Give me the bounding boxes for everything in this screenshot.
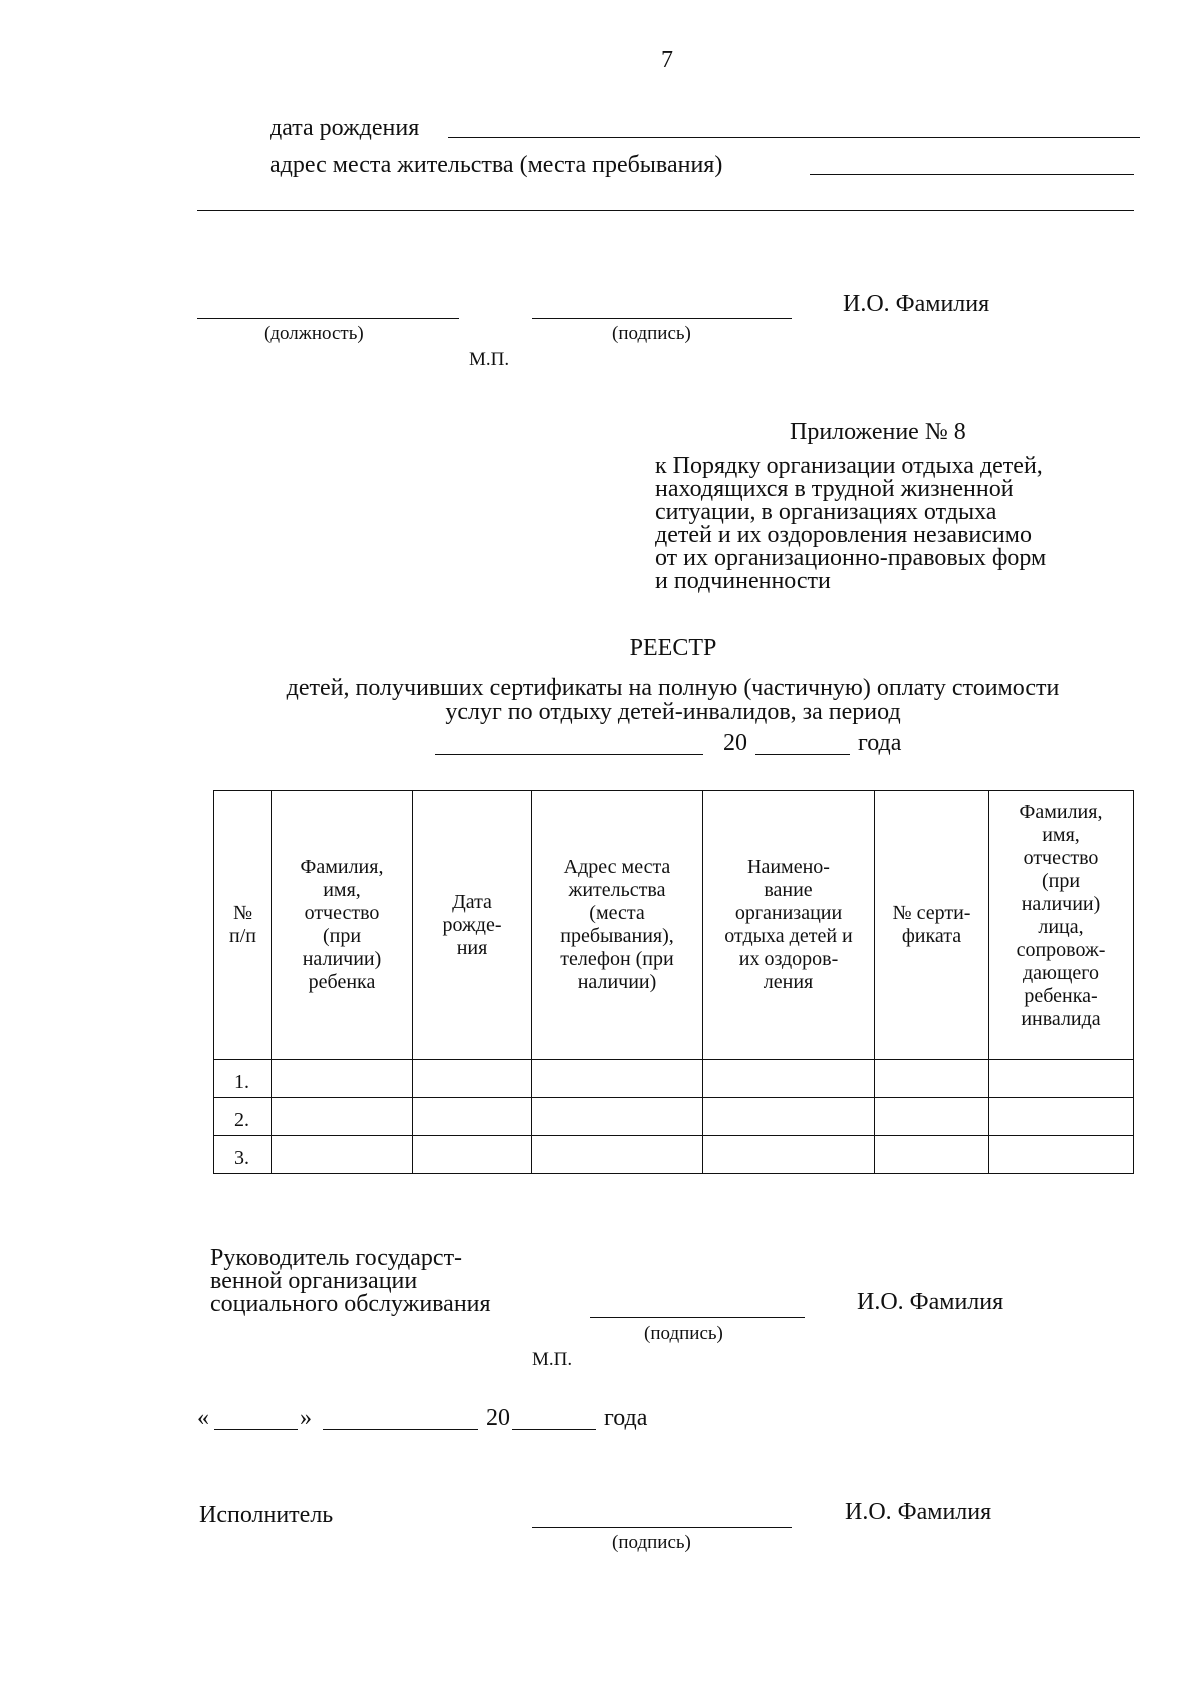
table-cell[interactable]	[989, 1060, 1134, 1098]
executor-name: И.О. Фамилия	[845, 1499, 992, 1525]
table-cell[interactable]	[703, 1136, 875, 1174]
executor-label: Исполнитель	[199, 1502, 334, 1528]
table-cell[interactable]	[875, 1098, 989, 1136]
appendix-body: к Порядку организации отдыха детей, находящихся в трудной жизненной ситуации, в организациях отдыха детей и их оздоровления независимо от их организационно-правовых форм и подчиненности	[655, 453, 1047, 594]
row-number: 2.	[214, 1098, 272, 1136]
table-cell[interactable]	[703, 1098, 875, 1136]
executor-signature-field[interactable]	[532, 1527, 792, 1528]
period-year-prefix: 20	[723, 730, 747, 756]
address-field[interactable]	[810, 174, 1134, 175]
header-cell-address: Адрес места жительства (места пребывания), телефон (при наличии)	[532, 791, 703, 1060]
period-year-field[interactable]	[755, 754, 850, 755]
table-cell[interactable]	[413, 1098, 532, 1136]
position-field[interactable]	[197, 318, 459, 319]
table-cell[interactable]	[875, 1136, 989, 1174]
date-year-suffix: года	[604, 1405, 648, 1431]
position-caption: (должность)	[264, 323, 364, 344]
stamp-mark: М.П.	[469, 349, 510, 370]
header-cell-number: № п/п	[214, 791, 272, 1060]
date-year-field[interactable]	[512, 1429, 596, 1430]
executor-signature-caption: (подпись)	[612, 1532, 691, 1553]
head-signature-caption: (подпись)	[644, 1323, 723, 1344]
appendix-title: Приложение № 8	[790, 419, 966, 445]
table-cell[interactable]	[272, 1098, 413, 1136]
registry-subtitle-line2: услуг по отдыху детей-инвалидов, за период	[445, 699, 901, 725]
table-row	[214, 1098, 1134, 1136]
date-close-quote: »	[300, 1405, 312, 1431]
header-cell-child-name: Фамилия, имя, отчество (при наличии) ребенка	[272, 791, 413, 1060]
table-cell[interactable]	[532, 1098, 703, 1136]
table-cell[interactable]	[703, 1060, 875, 1098]
table-cell[interactable]	[532, 1060, 703, 1098]
registry-subtitle-line1: детей, получивших сертификаты на полную (частичную) оплату стоимости	[286, 675, 1060, 701]
address-label: адрес места жительства (места пребывания)	[270, 152, 723, 178]
table-cell[interactable]	[875, 1060, 989, 1098]
header-cell-companion-name: Фамилия, имя, отчество (при наличии) лица, сопровож- дающего ребенка- инвалида	[989, 791, 1134, 1060]
signature-caption: (подпись)	[612, 323, 691, 344]
signature-field[interactable]	[532, 318, 792, 319]
header-cell-organization: Наимено- вание организации отдыха детей и их оздоров- ления	[703, 791, 875, 1060]
table-cell[interactable]	[272, 1060, 413, 1098]
registry-title: РЕЕСТР	[629, 635, 717, 661]
table-cell[interactable]	[989, 1098, 1134, 1136]
period-year-suffix: года	[858, 730, 902, 756]
head-stamp-mark: М.П.	[532, 1349, 573, 1370]
date-open-quote: «	[197, 1405, 209, 1431]
table-row	[214, 1060, 1134, 1098]
table-cell[interactable]	[413, 1060, 532, 1098]
head-name: И.О. Фамилия	[857, 1289, 1004, 1315]
row-number: 1.	[214, 1060, 272, 1098]
table-row	[214, 1136, 1134, 1174]
page-number: 7	[661, 47, 673, 73]
head-label: Руководитель государст- венной организации социального обслуживания	[210, 1245, 491, 1317]
head-signature-field[interactable]	[590, 1317, 805, 1318]
period-field[interactable]	[435, 754, 703, 755]
signatory-name: И.О. Фамилия	[843, 291, 990, 317]
birth-date-field[interactable]	[448, 137, 1140, 138]
table-cell[interactable]	[413, 1136, 532, 1174]
birth-date-label: дата рождения	[270, 115, 420, 141]
date-month-field[interactable]	[323, 1429, 478, 1430]
table-cell[interactable]	[989, 1136, 1134, 1174]
date-day-field[interactable]	[214, 1429, 298, 1430]
header-cell-birth-date: Дата рожде- ния	[413, 791, 532, 1060]
address-field-continuation[interactable]	[197, 210, 1134, 211]
registry-table	[213, 790, 1134, 1174]
header-cell-certificate-number: № серти- фиката	[875, 791, 989, 1060]
date-year-prefix: 20	[486, 1405, 510, 1431]
row-number: 3.	[214, 1136, 272, 1174]
table-cell[interactable]	[272, 1136, 413, 1174]
table-cell[interactable]	[532, 1136, 703, 1174]
table-header-row	[214, 791, 1134, 1060]
